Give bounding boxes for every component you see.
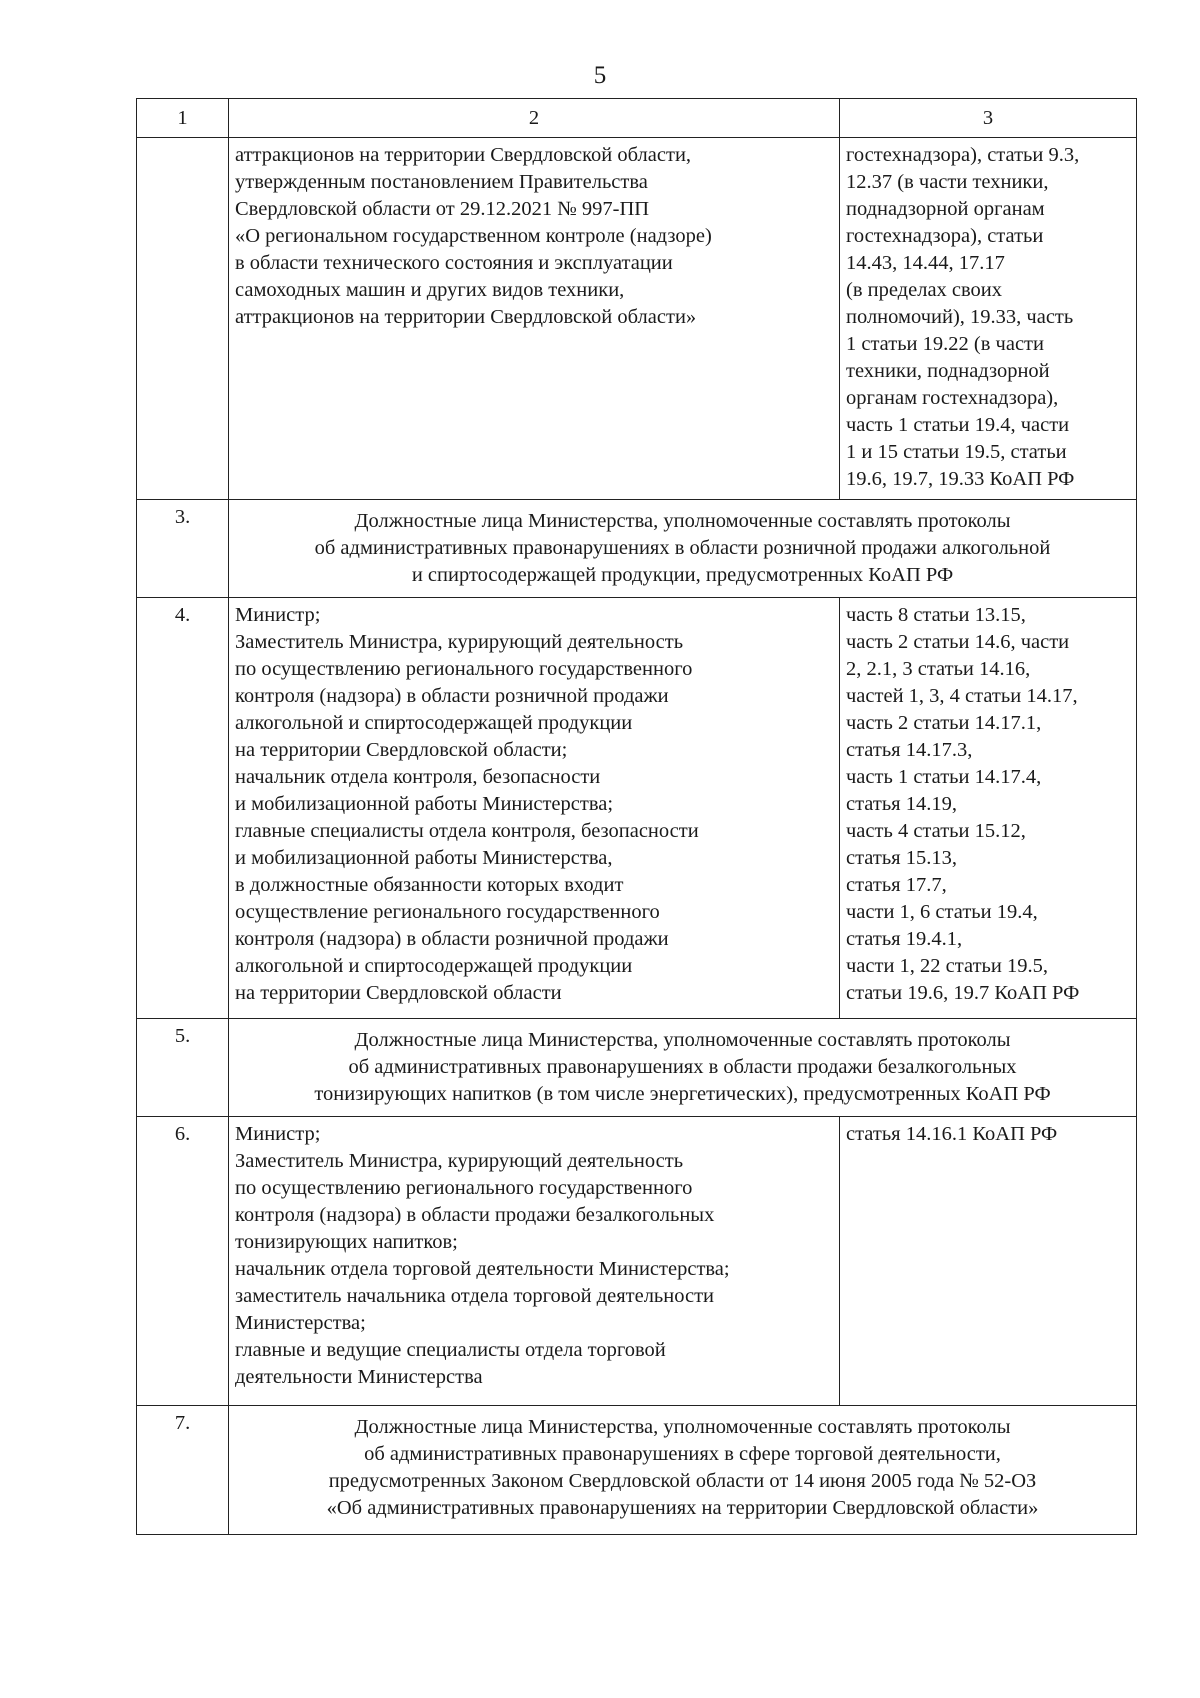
officials-cell: Министр; Заместитель Министра, курирующий деятельность по осуществлению регионального государственного контроля (надзора) в области продажи безалкогольных тонизирующих напитков; начальник отдела торговой деятельности Министерства; заместитель начальника отдела торговой деятельности Министерства; главные и ведущие специалисты отдела торговой деятельности Министерства: [229, 1117, 840, 1406]
row-number: [137, 138, 229, 500]
table-section-row: [137, 1019, 1137, 1117]
officials-cell: Министр; Заместитель Министра, курирующий деятельность по осуществлению регионального государственного контроля (надзора) в области розничной продажи алкогольной и спиртосодержащей продукции на территории Свердловской области; начальник отдела контроля, безопасности и мобилизационной работы Министерства; главные специалисты отдела контроля, безопасности и мобилизационной работы Министерства, в должностные обязанности которых входит осуществление регионального государственного контроля (надзора) в области розничной продажи алкогольной и спиртосодержащей продукции на территории Свердловской области: [229, 598, 840, 1019]
articles-cell: статья 14.16.1 КоАП РФ: [840, 1117, 1137, 1406]
articles-cell: гостехнадзора), статьи 9.3, 12.37 (в части техники, поднадзорной органам гостехнадзора), статьи 14.43, 14.44, 17.17 (в пределах своих полномочий), 19.33, часть 1 статьи 19.22 (в части техники, поднадзорной органам гостехнадзора), часть 1 статьи 19.4, части 1 и 15 статьи 19.5, статьи 19.6, 19.7, 19.33 КоАП РФ: [840, 138, 1137, 500]
header-cell-3: 3: [840, 99, 1137, 138]
table-section-row: [137, 1406, 1137, 1535]
row-number: 5.: [137, 1019, 229, 1117]
section-heading: Должностные лица Министерства, уполномоченные составлять протоколы об административных правонарушениях в области розничной продажи алкогольной и спиртосодержащей продукции, предусмотренных КоАП РФ: [229, 500, 1137, 598]
table-row: [137, 1117, 1137, 1406]
articles-cell: часть 8 статьи 13.15, часть 2 статьи 14.6, части 2, 2.1, 3 статьи 14.16, частей 1, 3, 4 статьи 14.17, часть 2 статьи 14.17.1, статья 14.17.3, часть 1 статьи 14.17.4, статья 14.19, часть 4 статьи 15.12, статья 15.13, статья 17.7, части 1, 6 статьи 19.4, статья 19.4.1, части 1, 22 статьи 19.5, статьи 19.6, 19.7 КоАП РФ: [840, 598, 1137, 1019]
header-cell-1: 1: [137, 99, 229, 138]
row-number: 7.: [137, 1406, 229, 1535]
section-heading: Должностные лица Министерства, уполномоченные составлять протоколы об административных правонарушениях в сфере торговой деятельности, предусмотренных Законом Свердловской области от 14 июня 2005 года № 52-ОЗ «Об административных правонарушениях на территории Свердловской области»: [229, 1406, 1137, 1535]
header-cell-2: 2: [229, 99, 840, 138]
table-section-row: [137, 500, 1137, 598]
section-heading: Должностные лица Министерства, уполномоченные составлять протоколы об административных правонарушениях в области продажи безалкогольных тонизирующих напитков (в том числе энергетических), предусмотренных КоАП РФ: [229, 1019, 1137, 1117]
officials-cell: аттракционов на территории Свердловской области, утвержденным постановлением Правительства Свердловской области от 29.12.2021 № 997-ПП «О региональном государственном контроле (надзоре) в области технического состояния и эксплуатации самоходных машин и других видов техники, аттракционов на территории Свердловской области»: [229, 138, 840, 500]
table-row: [137, 138, 1137, 500]
table-row: [137, 598, 1137, 1019]
page-number: 5: [593, 62, 607, 89]
row-number: 3.: [137, 500, 229, 598]
document-table: [136, 98, 1137, 1535]
table-header-row: [137, 99, 1137, 138]
row-number: 6.: [137, 1117, 229, 1406]
row-number: 4.: [137, 598, 229, 1019]
